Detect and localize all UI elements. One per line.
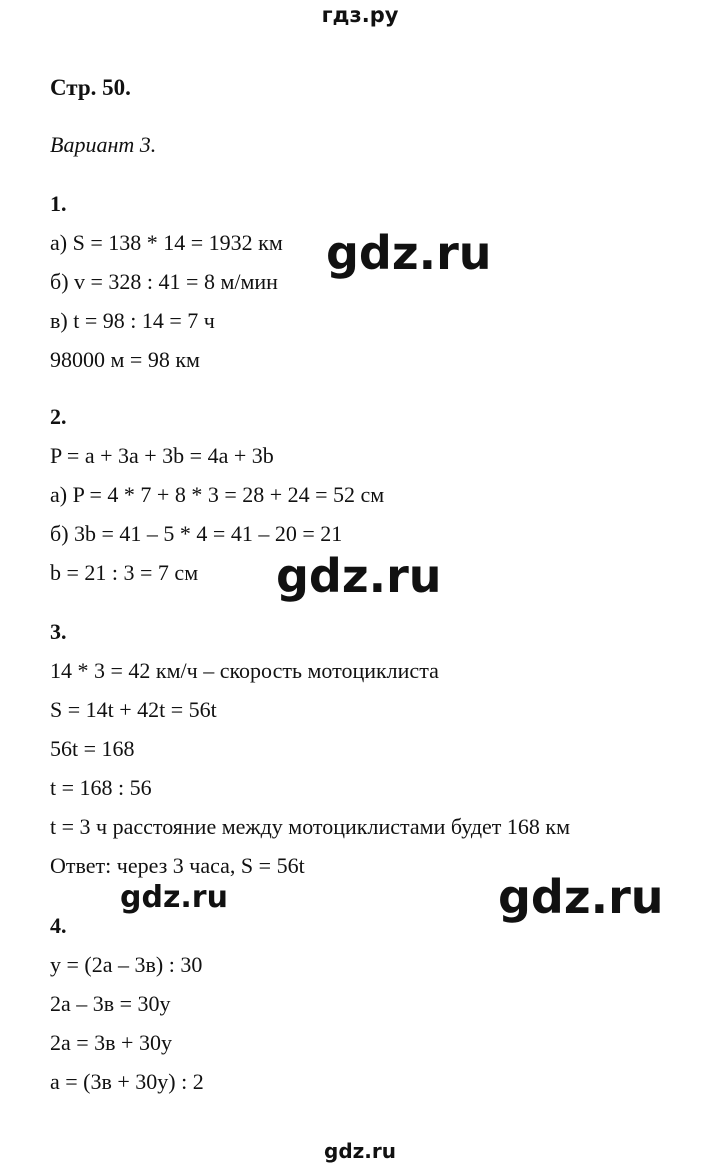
task-1-number: 1. [50, 191, 67, 216]
task-4-line-1: y = (2a – 3в) : 30 [50, 952, 203, 977]
site-footer: gdz.ru [324, 1139, 396, 1163]
task-3-line-5: t = 3 ч расстояние между мотоциклистами будет 168 км [50, 814, 570, 839]
task-2-line-2: а) P = 4 * 7 + 8 * 3 = 28 + 24 = 52 см [50, 482, 385, 507]
task-3-line-2: S = 14t + 42t = 56t [50, 697, 217, 722]
watermark-2: gdz.ru [276, 549, 442, 603]
task-2-line-3: б) 3b = 41 – 5 * 4 = 41 – 20 = 21 [50, 521, 343, 546]
task-3-line-1: 14 * 3 = 42 км/ч – скорость мотоциклиста [50, 658, 439, 683]
task-1-line-1: а) S = 138 * 14 = 1932 км [50, 230, 283, 255]
task-2-line-4: b = 21 : 3 = 7 см [50, 560, 199, 585]
task-4-number: 4. [50, 913, 67, 938]
site-header: гдз.ру [321, 3, 399, 27]
page-title: Стр. 50. [50, 75, 131, 100]
watermark-3: gdz.ru [120, 880, 228, 915]
task-4-line-4: a = (3в + 30y) : 2 [50, 1069, 204, 1094]
task-1-line-2: б) v = 328 : 41 = 8 м/мин [50, 269, 278, 294]
task-2-number: 2. [50, 404, 67, 429]
task-1-line-4: 98000 м = 98 км [50, 347, 200, 372]
task-4-line-3: 2a = 3в + 30y [50, 1030, 172, 1055]
task-2-line-1: P = a + 3a + 3b = 4a + 3b [50, 443, 274, 468]
task-3-line-3: 56t = 168 [50, 736, 135, 761]
task-3-number: 3. [50, 619, 67, 644]
watermark-1: gdz.ru [326, 226, 492, 280]
task-3-line-6: Ответ: через 3 часа, S = 56t [50, 853, 305, 878]
watermark-4: gdz.ru [498, 870, 664, 924]
task-1-line-3: в) t = 98 : 14 = 7 ч [50, 308, 215, 333]
task-3-line-4: t = 168 : 56 [50, 775, 152, 800]
variant-label: Вариант 3. [50, 132, 157, 157]
task-4-line-2: 2a – 3в = 30y [50, 991, 171, 1016]
